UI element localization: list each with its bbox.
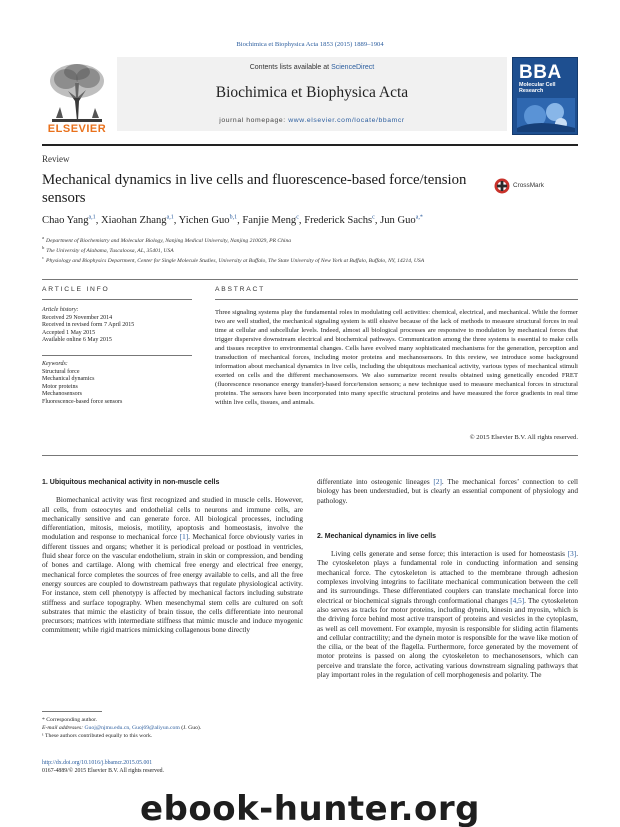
- cover-artwork-icon: [517, 98, 575, 132]
- body-divider: [42, 455, 578, 456]
- journal-masthead: [42, 57, 578, 136]
- sciencedirect-link[interactable]: ScienceDirect: [331, 64, 375, 71]
- author-name[interactable]: Frederick Sachs: [304, 215, 373, 226]
- paragraph-text: . The cytoskeleton plays a fundamental role in conducting information and sensing mechanical force. The cytoskeleton is attached to the membrane through adhesion complexes involving integrins to facilitate mechanical communication between the cell and its surroundings. These differentiated couplers can translate mechanical force into electrical or biochemical signals through conformational changes: [317, 550, 578, 605]
- email-owner: (J. Guo).: [179, 725, 202, 731]
- contents-available-line: [117, 64, 507, 71]
- article-type-label: Review: [42, 154, 70, 164]
- journal-homepage-line: [117, 117, 507, 124]
- body-left-column: [42, 478, 303, 636]
- paragraph-text: . The cytoskeleton also serves as tracks for motor proteins, including dynein, kinesin and myosin, which is the driving force behind most active transport of proteins and vesicles in the cytoplasm, as well as cell movement. For example, myosin is responsible for sliding actin filaments and cellular contractility; and the dynein motor is responsible for the wave like motion of the cilia, or the beat of the flagella. Furthermore, force generated by the movement of motor proteins is passed on along the cytoskeleton to mechanosensors, which can perceive and translate the force, activating various downstream signaling pathways that play important roles in the regulation of cell morphogenesis and polarity. The: [317, 596, 578, 680]
- body-right-column: [317, 478, 578, 680]
- affiliation-label: a: [42, 235, 45, 241]
- crossmark-label: CrossMark: [513, 182, 544, 189]
- article-info-heading: ARTICLE INFO: [42, 286, 110, 293]
- author-affiliation-marker[interactable]: a,1: [88, 214, 96, 221]
- section-1-heading: 1. Ubiquitous mechanical activity in non-muscle cells: [42, 479, 220, 486]
- paragraph-text: Living cells generate and sense force; this interaction is used for homeostasis: [331, 550, 568, 559]
- elsevier-tree-logo-icon: [42, 57, 112, 131]
- journal-header-box: [117, 57, 507, 131]
- email-label: E-mail addresses:: [42, 725, 84, 731]
- keyword-item: Mechanical dynamics: [42, 376, 95, 383]
- author-affiliation-marker[interactable]: a,*: [415, 214, 423, 221]
- cover-subtitle: Molecular Cell Research: [519, 82, 556, 94]
- journal-cover-image: [512, 57, 578, 135]
- history-item: Received in revised form 7 April 2015: [42, 322, 135, 329]
- reference-link[interactable]: [4,5]: [510, 596, 525, 605]
- abstract-copyright: © 2015 Elsevier B.V. All rights reserved.: [469, 434, 578, 441]
- article-title: Mechanical dynamics in live cells and fluorescence-based force/tension sensors: [42, 172, 467, 206]
- issn-line: 0167-4889/© 2015 Elsevier B.V. All rights reserved.: [42, 767, 164, 774]
- affiliation-text: Department of Biochemistry and Molecular Biology, Nanjing Medical University, Nanjing 210029, PR China: [46, 238, 292, 244]
- reference-link[interactable]: [3]: [567, 550, 577, 559]
- doi-link[interactable]: http://dx.doi.org/10.1016/j.bbamcr.2015.05.001: [42, 760, 153, 766]
- affiliation-text: The University of Alabama, Tuscaloosa, AL, 35401, USA: [46, 248, 174, 254]
- section-gap: [317, 519, 578, 532]
- author-list: Chao Yang$^{a,1}$, Xiaohan Zhang$^{a,1}$, Yichen Guo$^{b,1}$, Fanjie Meng$^c$, Frederick Sachs$^c$, Jun Guo$^{a,*}$: [42, 214, 423, 226]
- history-item: Received 29 November 2014: [42, 314, 113, 321]
- corresponding-author-note: * Corresponding author.: [42, 717, 98, 723]
- abstract-text: Three signaling systems play the fundamental roles in modulating cell activities: chemical, electrical, and mechanical. While the former two are well studied, the mechanical signaling system is still elusive because of the lack of methods to measure structural forces in real time at cellular and subcellular levels. Indeed, almost all biological processes are responsive to modulation by mechanical forces that trigger dispersive downstream electrical and biochemical pathways. Communication among the three systems is essential to make cells and tissues receptive to environmental changes. Cells have evolved many sophisticated mechanisms for the generation, perception and transduction of mechanical forces, including motor proteins and mechanosensors. In this review, we introduce some background information about mechanical dynamics in live cells, including the ubiquitous mechanical activity, various types of mechanical stimuli exerted on cells and the different mechanosensors. We also summarize recent results obtained using genetically encoded FRET (fluorescence resonance energy transfer)-based force/tension sensors; a new technique used to measure mechanical forces in structural proteins. The sensors have been incorporated into many specific structural proteins and have measured the force gradients in real time within live cells, tissues, and animals.: [215, 309, 578, 406]
- reference-link[interactable]: [1]: [179, 533, 189, 542]
- paragraph-text: Biomechanical activity was first recognized and studied in muscle cells. However, all cells, from osteocytes and endothelial cells to neurons and immune cells, are mechanically sensitive and can generate force. All biological processes, including differentiation, mitosis, meiosis, motility, apoptosis and homeostasis, involve the modulation and response to mechanical force: [42, 496, 303, 542]
- author-name[interactable]: Jun Guo: [380, 215, 416, 226]
- homepage-prefix: journal homepage:: [219, 117, 289, 124]
- crossmark-icon: [494, 178, 510, 194]
- header-divider: [42, 144, 578, 146]
- equal-contribution-note: ¹ These authors contributed equally to this work.: [42, 733, 153, 739]
- affiliation-divider: [42, 279, 578, 280]
- email-link[interactable]: Guoj@njmu.edu.cn, Guoj69@aliyun.com: [84, 725, 180, 731]
- article-info-rule: [42, 299, 192, 300]
- author-name[interactable]: Yichen Guo: [178, 215, 230, 226]
- reference-link[interactable]: [2]: [433, 478, 442, 486]
- paragraph-text: . The mechanical forces’ connection to cell biology has been understudied, but is clearly an essential component of physiology and pathology.: [317, 478, 578, 505]
- section-1-continued: [317, 478, 578, 506]
- keyword-item: Motor proteins: [42, 383, 78, 390]
- author-affiliation-marker[interactable]: a,1: [166, 214, 174, 221]
- cover-title: BBA: [519, 62, 562, 83]
- author-name[interactable]: Xiaohan Zhang: [100, 215, 167, 226]
- footnote-divider: [42, 711, 102, 712]
- section-2-heading: 2. Mechanical dynamics in live cells: [317, 532, 437, 540]
- affiliation-label: b: [42, 245, 45, 251]
- keywords-label: Keywords:: [42, 361, 68, 367]
- section-1-paragraph: [42, 496, 303, 635]
- author-affiliation-marker[interactable]: c: [372, 214, 375, 221]
- author-name[interactable]: Chao Yang: [42, 215, 89, 226]
- author-affiliation-marker[interactable]: b,1: [229, 214, 238, 221]
- keyword-item: Structural force: [42, 368, 80, 375]
- affiliation-text: Physiology and Biophysics Department, Center for Single Molecule Studies, University at Buffalo, The State University of New York at Buffalo, Buffalo, NY, 14214, USA: [46, 258, 425, 264]
- doi-block: [42, 760, 303, 776]
- author-affiliation-marker[interactable]: c: [296, 214, 299, 221]
- affiliation-item: [42, 246, 578, 256]
- history-divider: [42, 355, 192, 356]
- history-item: Available online 6 May 2015: [42, 337, 112, 344]
- paragraph-text: . Mechanical force obviously varies in different tissues and organs; whether it is periodical preload or postload in ventricles, fluid shear force on the vascular endothelium, strain in skin or compression, and bending of bones and cartilage. Along with chemical free energy and electrical free energy, mechanical force completes the sources of free energy available to cells, and all the free energy sources are coupled to downstream pathways that regulate physiological activity. For instance, stem cell phenotypy is affected by mechanical factors including substrate stiffness and surface topography. When mesenchymal stem cells are cultured on soft substrates that mimic the elasticity of brain tissue, the cells differentiate into neuronal precursors; matrices with intermediate stiffness that mimic muscle and induce myogenic commitment; while rigid matrices mimicking collagenous bone directly: [42, 533, 303, 635]
- article-history: [42, 307, 192, 345]
- contents-prefix: Contents lists available at: [249, 64, 332, 71]
- abstract-heading: ABSTRACT: [215, 286, 266, 293]
- history-label: Article history:: [42, 307, 79, 313]
- paragraph-text: differentiate into osteogenic lineages: [317, 478, 434, 486]
- journal-title: Biochimica et Biophysica Acta: [215, 84, 409, 101]
- email-note: [42, 724, 303, 732]
- author-name[interactable]: Fanjie Meng: [242, 215, 297, 226]
- keyword-item: Mechanosensors: [42, 391, 82, 398]
- keyword-item: Fluorescence-based force sensors: [42, 398, 123, 405]
- footnotes: [42, 716, 303, 740]
- homepage-link[interactable]: www.elsevier.com/locate/bbamcr: [288, 117, 405, 124]
- elsevier-wordmark: ELSEVIER: [47, 123, 107, 135]
- affiliation-item: [42, 256, 578, 266]
- journal-citation-link[interactable]: Biochimica et Biophysica Acta 1853 (2015) 1889–1904: [236, 41, 384, 48]
- history-item: Accepted 1 May 2015: [42, 329, 96, 336]
- crossmark-button[interactable]: [494, 178, 560, 196]
- affiliation-list: [42, 236, 578, 266]
- keywords-block: [42, 361, 192, 407]
- section-gap: [317, 506, 578, 519]
- affiliation-item: [42, 236, 578, 246]
- abstract-rule: [215, 299, 578, 300]
- watermark-text: ebook-hunter.org: [139, 789, 481, 827]
- section-2-paragraph: [317, 550, 578, 680]
- affiliation-label: c: [42, 255, 45, 261]
